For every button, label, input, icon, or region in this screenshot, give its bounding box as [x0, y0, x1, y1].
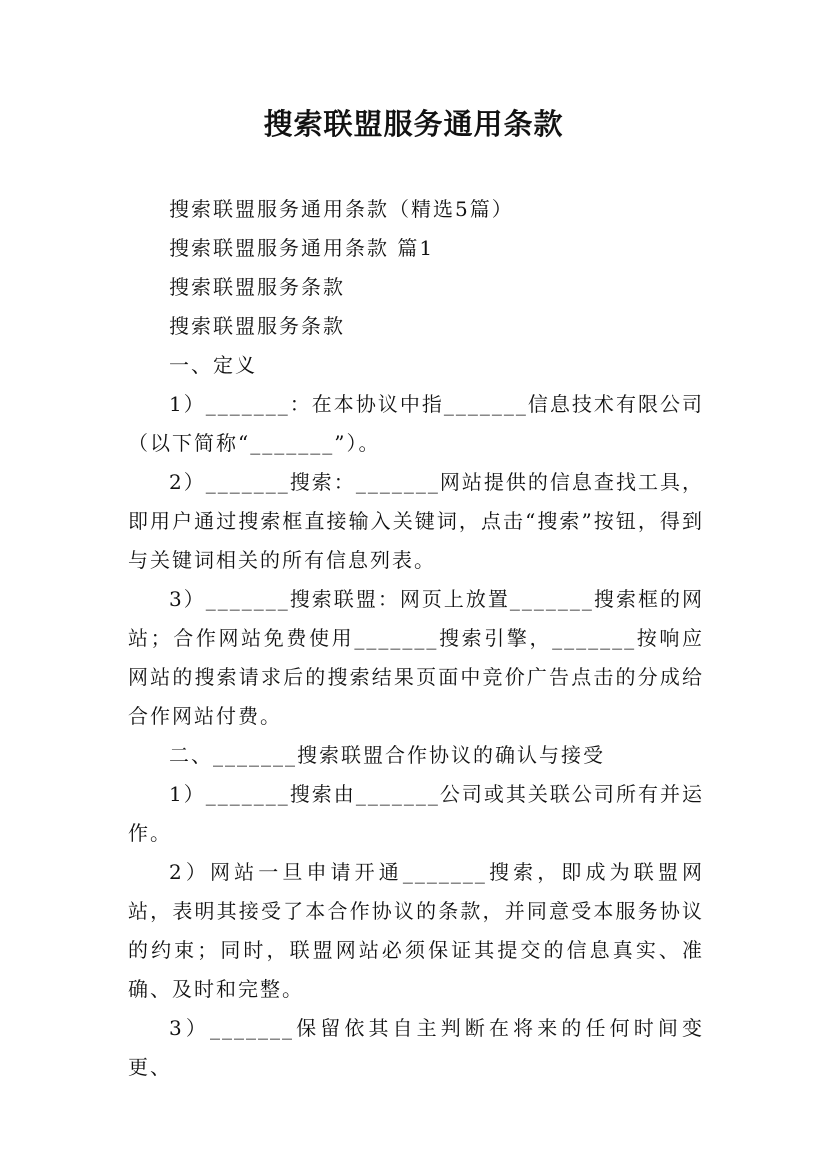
paragraph-agreement-heading: 二、_______搜索联盟合作协议的确认与接受 — [169, 743, 605, 767]
paragraph-chapter-heading: 搜索联盟服务通用条款 篇1 — [169, 236, 435, 260]
paragraph-agreement-2: 2）网站一旦申请开通_______搜索，即成为联盟网站，表明其接受了本合作协议的条款，并同意受本服务协议的约束；同时，联盟网站必须保证其提交的信息真实、准确、及时和完整。 — [128, 860, 704, 1001]
paragraph-definition-heading: 一、定义 — [169, 353, 257, 377]
paragraph-definition-1: 1）_______：在本协议中指_______信息技术有限公司（以下简称“_______”）。 — [128, 392, 704, 455]
paragraph-section-heading: 搜索联盟服务条款 — [169, 314, 345, 338]
paragraph-subtitle: 搜索联盟服务通用条款（精选5篇） — [169, 197, 514, 221]
paragraph-definition-2: 2）_______搜索：_______网站提供的信息查找工具，即用户通过搜索框直接输入关键词，点击“搜索”按钮，得到与关键词相关的所有信息列表。 — [128, 470, 704, 572]
paragraph-agreement-3: 3）_______保留依其自主判断在将来的任何时间变更、 — [128, 1016, 704, 1079]
paragraph-definition-3: 3）_______搜索联盟：网页上放置_______搜索框的网站；合作网站免费使用_______搜索引擎，_______按响应网站的搜索请求后的搜索结果页面中竞价广告点击的分成给合作网站付费。 — [128, 587, 704, 728]
paragraph-section-heading: 搜索联盟服务条款 — [169, 275, 345, 299]
document-body — [128, 190, 704, 1087]
document-title: 搜索联盟服务通用条款 — [263, 107, 564, 141]
paragraph-agreement-1: 1）_______搜索由_______公司或其关联公司所有并运作。 — [128, 782, 704, 845]
